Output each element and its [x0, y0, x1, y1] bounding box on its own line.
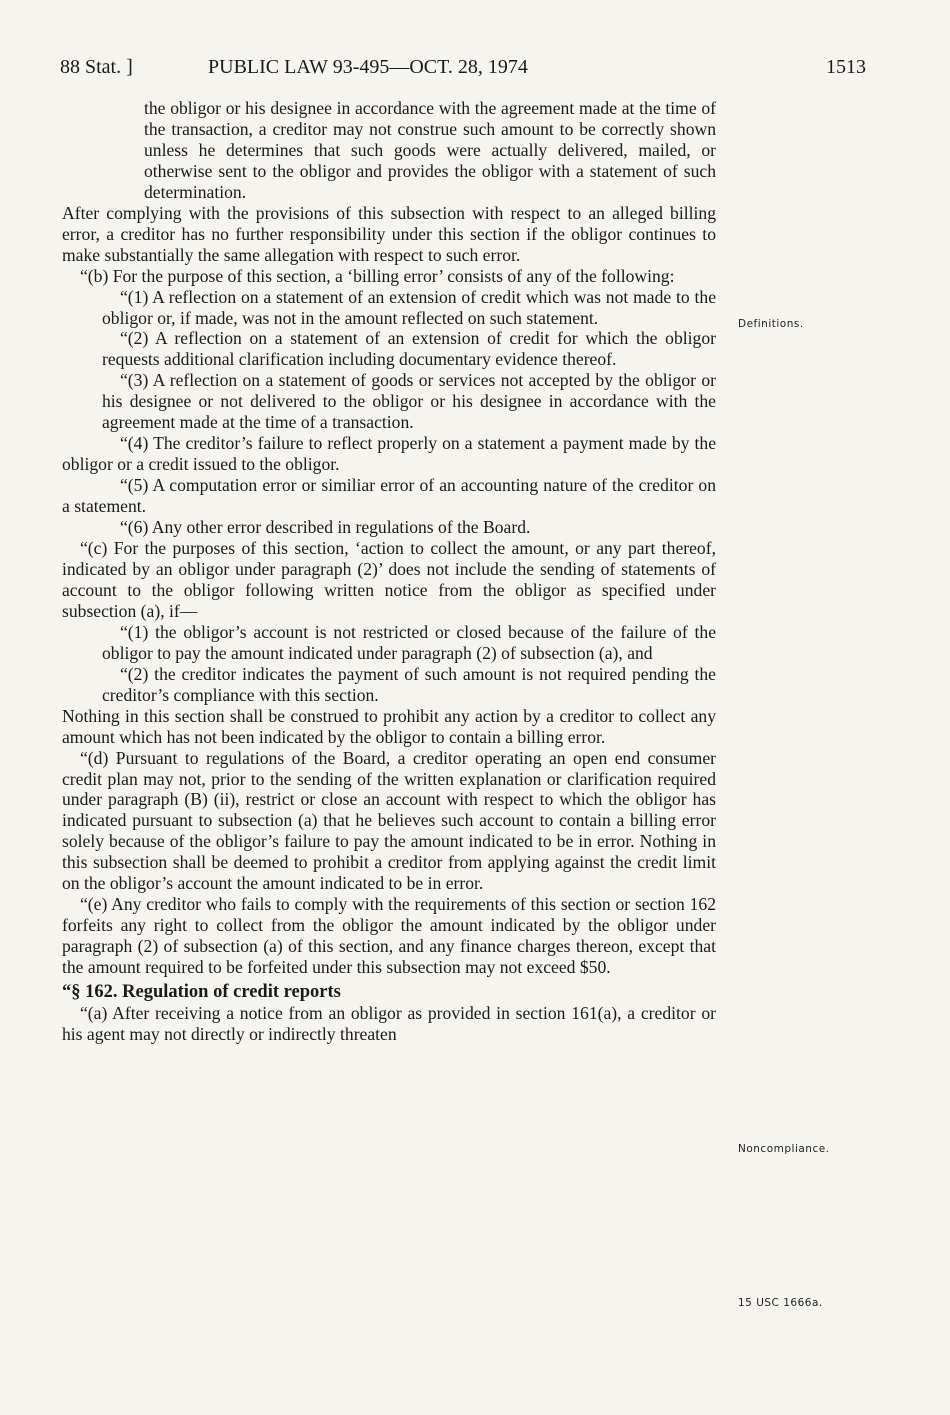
margin-note-noncompliance: Noncompliance. — [738, 1143, 830, 1155]
clause: “(1) A reflection on a statement of an extension of credit which was not made to the obligor or, if made, was not in the amount reflected on such statement. — [102, 286, 716, 328]
clause: “(1) the obligor’s account is not restricted or closed because of the failure of the obligor to pay the amount indicated under paragraph (2) of subsection (a), and — [102, 621, 716, 663]
paragraph: Nothing in this section shall be construed to prohibit any action by a creditor to collect any amount which has not been indicated by the obligor to contain a billing error. — [62, 705, 716, 747]
subsection-c: “(c) For the purposes of this section, ‘action to collect the amount, or any part thereof, indicated by an obligor under paragraph (2)’ does not include the sending of statements of account to the obligor following written notice from the obligor as specified under subsection (a), if— — [62, 538, 716, 621]
clause: “(4) The creditor’s failure to reflect properly on a statement a payment made by the obligor or a credit issued to the obligor. — [62, 433, 716, 475]
margin-note-definitions: Definitions. — [738, 318, 804, 330]
page-number: 1513 — [826, 56, 866, 78]
clause: “(2) the creditor indicates the payment of such amount is not required pending the creditor’s compliance with this section. — [102, 663, 716, 705]
subsection-b: “(b) For the purpose of this section, a ‘billing error’ consists of any of the following: — [80, 265, 675, 286]
subsection-e: “(e) Any creditor who fails to comply with the requirements of this section or section 162 forfeits any right to collect from the obligor the amount indicated by the obligor under paragraph (2) of subsection (a) of this section, and any finance charges thereon, except that the amount required to be forfeited under this subsection may not exceed $50. — [62, 894, 716, 978]
clause: “(5) A computation error or similiar error of an accounting nature of the creditor on a statement. — [62, 475, 716, 517]
law-title: PUBLIC LAW 93-495—OCT. 28, 1974 — [208, 56, 528, 78]
paragraph: After complying with the provisions of this subsection with respect to an alleged billing error, a creditor has no further responsibility under this section if the obligor continues to make substantially the same allegation with respect to such error. — [62, 202, 716, 265]
subsection-a: “(a) After receiving a notice from an obligor as provided in section 161(a), a creditor or his agent may not directly or indirectly threaten — [62, 1002, 716, 1044]
margin-note-usc: 15 USC 1666a. — [738, 1297, 823, 1309]
clause: “(2) A reflection on a statement of an extension of credit for which the obligor requests additional clarification including documentary evidence thereof. — [102, 328, 716, 370]
paragraph: the obligor or his designee in accordance with the agreement made at the time of the transaction, a creditor may not construe such amount to be correctly shown unless he determines that such goods were actually delivered, mailed, or otherwise sent to the obligor and provides the obligor with a statement of such determination. — [144, 98, 716, 202]
subsection-d: “(d) Pursuant to regulations of the Board, a creditor operating an open end consumer credit plan may not, prior to the sending of the written explanation or clarification required under paragraph (B) (ii), restrict or close an account with respect to which the obligor has indicated pursuant to subsection (a) that he believes such account to contain a billing error solely because of the obligor’s failure to pay the amount indicated to be in error. Nothing in this subsection shall be deemed to prohibit a creditor from applying against the credit limit on the obligor’s account the amount indicated to be in error. — [62, 747, 716, 894]
page-header — [60, 56, 866, 80]
section-heading: “§ 162. Regulation of credit reports — [62, 982, 341, 1003]
clause: “(6) Any other error described in regulations of the Board. — [120, 517, 531, 538]
statute-reference: 88 Stat. ] — [60, 56, 133, 78]
clause: “(3) A reflection on a statement of goods or services not accepted by the obligor or his designee or not delivered to the obligor or his designee in accordance with the agreement made at the time of a transaction. — [102, 370, 716, 433]
statute-body — [62, 98, 716, 1045]
